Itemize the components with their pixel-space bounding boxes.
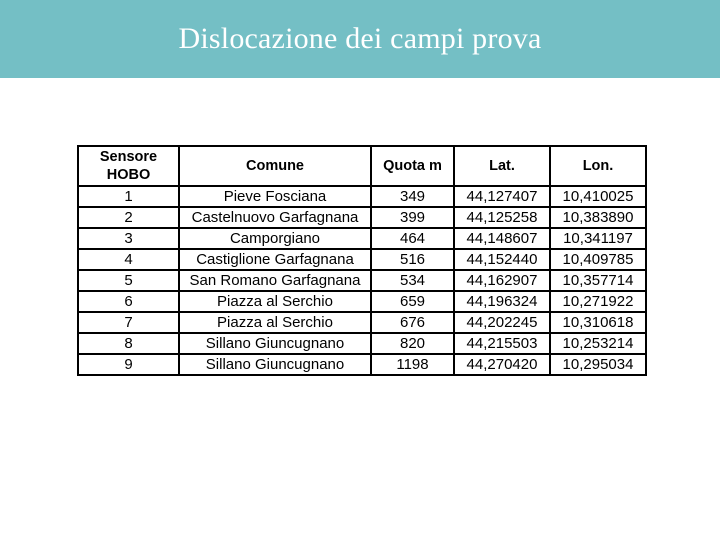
cell-lat: 44,125258 — [454, 207, 550, 228]
cell-sensore: 2 — [78, 207, 179, 228]
cell-sensore: 9 — [78, 354, 179, 375]
cell-quota: 516 — [371, 249, 454, 270]
cell-lat: 44,148607 — [454, 228, 550, 249]
cell-sensore: 4 — [78, 249, 179, 270]
cell-lon: 10,409785 — [550, 249, 646, 270]
cell-quota: 1198 — [371, 354, 454, 375]
cell-lat: 44,215503 — [454, 333, 550, 354]
cell-lon: 10,341197 — [550, 228, 646, 249]
cell-lat: 44,127407 — [454, 186, 550, 207]
slide-title: Dislocazione dei campi prova — [178, 22, 542, 55]
cell-quota: 820 — [371, 333, 454, 354]
cell-lon: 10,410025 — [550, 186, 646, 207]
cell-sensore: 5 — [78, 270, 179, 291]
cell-quota: 534 — [371, 270, 454, 291]
header-sensore-hobo — [78, 146, 179, 186]
cell-quota: 676 — [371, 312, 454, 333]
cell-lon: 10,253214 — [550, 333, 646, 354]
cell-lat: 44,162907 — [454, 270, 550, 291]
cell-sensore: 3 — [78, 228, 179, 249]
table-header-row — [78, 146, 646, 186]
header-lon: Lon. — [550, 146, 646, 186]
cell-comune: Castelnuovo Garfagnana — [179, 207, 371, 228]
table-row — [78, 228, 646, 249]
header-sensore-line2: HOBO — [106, 167, 151, 183]
cell-quota: 349 — [371, 186, 454, 207]
cell-comune: San Romano Garfagnana — [179, 270, 371, 291]
cell-sensore: 8 — [78, 333, 179, 354]
table-row — [78, 270, 646, 291]
cell-comune: Camporgiano — [179, 228, 371, 249]
table-row — [78, 207, 646, 228]
header-sensore-line1: Sensore — [99, 149, 158, 165]
cell-comune: Sillano Giuncugnano — [179, 354, 371, 375]
header-comune: Comune — [179, 146, 371, 186]
table-row — [78, 186, 646, 207]
header-lat: Lat. — [454, 146, 550, 186]
cell-lon: 10,295034 — [550, 354, 646, 375]
cell-comune: Sillano Giuncugnano — [179, 333, 371, 354]
sensor-table — [77, 145, 647, 376]
cell-comune: Piazza al Serchio — [179, 312, 371, 333]
cell-quota: 659 — [371, 291, 454, 312]
cell-quota: 399 — [371, 207, 454, 228]
cell-lat: 44,152440 — [454, 249, 550, 270]
cell-comune: Piazza al Serchio — [179, 291, 371, 312]
cell-sensore: 1 — [78, 186, 179, 207]
cell-lat: 44,270420 — [454, 354, 550, 375]
cell-sensore: 6 — [78, 291, 179, 312]
cell-lon: 10,383890 — [550, 207, 646, 228]
cell-lon: 10,271922 — [550, 291, 646, 312]
cell-lat: 44,196324 — [454, 291, 550, 312]
cell-comune: Castiglione Garfagnana — [179, 249, 371, 270]
table-row — [78, 249, 646, 270]
table-row — [78, 291, 646, 312]
header-quota: Quota m — [371, 146, 454, 186]
cell-lat: 44,202245 — [454, 312, 550, 333]
cell-comune: Pieve Fosciana — [179, 186, 371, 207]
table-row — [78, 333, 646, 354]
cell-lon: 10,357714 — [550, 270, 646, 291]
table-row — [78, 354, 646, 375]
cell-quota: 464 — [371, 228, 454, 249]
cell-sensore: 7 — [78, 312, 179, 333]
table-row — [78, 312, 646, 333]
cell-lon: 10,310618 — [550, 312, 646, 333]
